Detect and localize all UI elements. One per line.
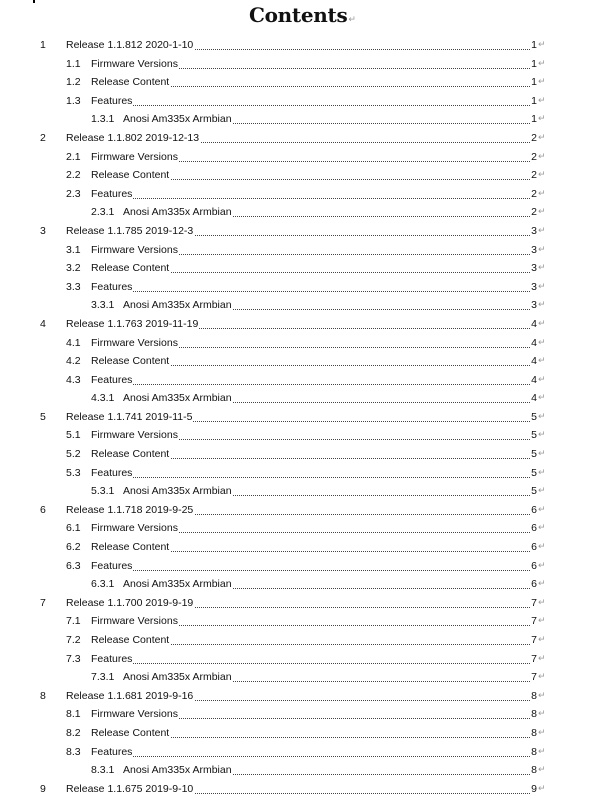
toc-entry-page: 3 — [531, 278, 538, 297]
paragraph-mark-icon: ↵ — [538, 765, 546, 776]
toc-entry[interactable] — [0, 724, 605, 743]
toc-entry[interactable] — [0, 315, 605, 334]
toc-entry-label[interactable]: Release Content — [91, 73, 170, 92]
toc-entry-label[interactable]: Release Content — [91, 259, 170, 278]
toc-entry-number: 1.3.1 — [91, 110, 115, 129]
toc-entry-page: 6 — [531, 538, 538, 557]
toc-entry-page: 3 — [531, 296, 538, 315]
toc-entry-page: 8 — [531, 705, 538, 724]
paragraph-mark-icon: ↵ — [538, 746, 546, 757]
toc-entry[interactable] — [0, 259, 605, 278]
toc-entry[interactable] — [0, 482, 605, 501]
toc-entry-page: 5 — [531, 426, 538, 445]
toc-entry-page: 3 — [531, 241, 538, 260]
toc-entry-number: 8.3.1 — [91, 761, 115, 780]
paragraph-mark-icon: ↵ — [538, 95, 546, 106]
toc-entry-label[interactable]: Firmware Versions — [91, 426, 179, 445]
toc-entry[interactable] — [0, 426, 605, 445]
paragraph-mark-icon: ↵ — [538, 449, 546, 460]
paragraph-mark-icon: ↵ — [538, 77, 546, 88]
paragraph-mark-icon: ↵ — [538, 170, 546, 181]
toc-entry[interactable] — [0, 241, 605, 260]
toc-entry[interactable] — [0, 575, 605, 594]
paragraph-mark-icon: ↵ — [538, 560, 546, 571]
toc-entry[interactable] — [0, 594, 605, 613]
toc-entry[interactable] — [0, 668, 605, 687]
toc-entry-label[interactable]: Anosi Am335x Armbian — [123, 668, 233, 687]
toc-entry-label[interactable]: Release 1.1.812 2020-1-10 — [66, 36, 194, 55]
toc-entry[interactable] — [0, 334, 605, 353]
toc-entry-number: 3.3.1 — [91, 296, 115, 315]
toc-entry-number: 8 — [40, 687, 47, 706]
toc-entry-label[interactable]: Anosi Am335x Armbian — [123, 575, 233, 594]
paragraph-mark-icon: ↵ — [538, 523, 546, 534]
toc-entry-page: 4 — [531, 389, 538, 408]
toc-entry-page: 4 — [531, 371, 538, 390]
toc-entry-number: 7.3 — [66, 650, 82, 669]
toc-entry[interactable] — [0, 538, 605, 557]
toc-entry-number: 2.1 — [66, 148, 82, 167]
toc-entry-number: 4 — [40, 315, 47, 334]
paragraph-mark-icon: ↵ — [538, 356, 546, 367]
dot-leader — [91, 743, 532, 757]
paragraph-mark-icon: ↵ — [538, 653, 546, 664]
toc-entry-number: 3 — [40, 222, 47, 241]
title-block — [0, 3, 605, 27]
toc-entry-label[interactable]: Firmware Versions — [91, 55, 179, 74]
toc-entry-number: 8.3 — [66, 743, 82, 762]
toc-entry-label[interactable]: Release Content — [91, 538, 170, 557]
toc-entry-label[interactable]: Release 1.1.681 2019-9-16 — [66, 687, 194, 706]
toc-entry-number: 2.3 — [66, 185, 82, 204]
paragraph-mark-icon: ↵ — [538, 151, 546, 162]
toc-entry-page: 6 — [531, 575, 538, 594]
paragraph-mark-icon: ↵ — [538, 430, 546, 441]
toc-entry-page: 6 — [531, 501, 538, 520]
toc-entry-label[interactable]: Features — [91, 185, 133, 204]
toc-entry[interactable] — [0, 129, 605, 148]
toc-entry-label[interactable]: Features — [91, 371, 133, 390]
toc-entry-label[interactable]: Features — [91, 278, 133, 297]
paragraph-mark-icon: ↵ — [538, 616, 546, 627]
toc-entry-label[interactable]: Features — [91, 650, 133, 669]
toc-entry[interactable] — [0, 148, 605, 167]
paragraph-mark-icon: ↵ — [538, 58, 546, 69]
paragraph-mark-icon: ↵ — [538, 783, 546, 794]
toc-entry[interactable] — [0, 408, 605, 427]
toc-entry-label[interactable]: Release 1.1.700 2019-9-19 — [66, 594, 194, 613]
toc-entry-number: 1.1 — [66, 55, 82, 74]
toc-entry-page: 7 — [531, 594, 538, 613]
toc-entry-page: 1 — [531, 36, 538, 55]
toc-entry-label[interactable]: Release Content — [91, 352, 170, 371]
toc-entry-label[interactable]: Release 1.1.718 2019-9-25 — [66, 501, 194, 520]
toc-entry[interactable] — [0, 110, 605, 129]
paragraph-mark-icon: ↵ — [538, 300, 546, 311]
paragraph-mark-icon: ↵ — [538, 597, 546, 608]
paragraph-mark-icon: ↵ — [538, 467, 546, 478]
toc-entry-number: 6.3 — [66, 557, 82, 576]
toc-entry-label[interactable]: Features — [91, 464, 133, 483]
toc-entry-number: 4.3 — [66, 371, 82, 390]
toc-entry[interactable] — [0, 761, 605, 780]
toc-entry-number: 5.3 — [66, 464, 82, 483]
toc-entry-label[interactable]: Anosi Am335x Armbian — [123, 761, 233, 780]
toc-entry-page: 2 — [531, 185, 538, 204]
dot-leader — [91, 464, 532, 478]
dot-leader — [91, 650, 532, 664]
paragraph-mark-icon: ↵ — [538, 411, 546, 422]
toc-entry[interactable] — [0, 73, 605, 92]
table-of-contents — [0, 36, 605, 798]
toc-entry-page: 4 — [531, 352, 538, 371]
toc-entry-page: 7 — [531, 668, 538, 687]
toc-entry-label[interactable]: Release 1.1.763 2019-11-19 — [66, 315, 199, 334]
toc-entry-label[interactable]: Anosi Am335x Armbian — [123, 389, 233, 408]
toc-entry-number: 1 — [40, 36, 47, 55]
toc-entry[interactable] — [0, 36, 605, 55]
toc-entry-page: 2 — [531, 166, 538, 185]
toc-entry-label[interactable]: Features — [91, 92, 133, 111]
toc-entry-label[interactable]: Release 1.1.785 2019-12-3 — [66, 222, 194, 241]
toc-entry-number: 5.1 — [66, 426, 82, 445]
toc-entry-label[interactable]: Firmware Versions — [91, 148, 179, 167]
paragraph-mark-icon: ↵ — [538, 337, 546, 348]
paragraph-mark-icon: ↵ — [538, 486, 546, 497]
toc-entry[interactable] — [0, 501, 605, 520]
paragraph-mark-icon: ↵ — [538, 393, 546, 404]
toc-entry-number: 6.3.1 — [91, 575, 115, 594]
toc-entry-page: 1 — [531, 55, 538, 74]
paragraph-mark-icon: ↵ — [538, 374, 546, 385]
toc-entry-page: 8 — [531, 761, 538, 780]
toc-entry-number: 8.2 — [66, 724, 82, 743]
toc-entry[interactable] — [0, 389, 605, 408]
toc-entry-page: 8 — [531, 724, 538, 743]
dot-leader — [91, 557, 532, 571]
toc-entry-label[interactable]: Release Content — [91, 445, 170, 464]
toc-entry[interactable] — [0, 352, 605, 371]
toc-entry-label[interactable]: Release 1.1.741 2019-11-5 — [66, 408, 193, 427]
paragraph-mark-icon: ↵ — [538, 281, 546, 292]
toc-entry-page: 9 — [531, 780, 538, 799]
paragraph-mark-icon: ↵ — [538, 207, 546, 218]
toc-entry-number: 1.3 — [66, 92, 82, 111]
toc-entry[interactable] — [0, 557, 605, 576]
paragraph-mark-icon: ↵ — [538, 579, 546, 590]
toc-entry-number: 3.1 — [66, 241, 82, 260]
toc-entry-number: 6.2 — [66, 538, 82, 557]
toc-entry-label[interactable]: Firmware Versions — [91, 334, 179, 353]
toc-entry-label[interactable]: Anosi Am335x Armbian — [123, 482, 233, 501]
toc-entry-number: 6.1 — [66, 519, 82, 538]
toc-entry-label[interactable]: Firmware Versions — [91, 241, 179, 260]
toc-entry-number: 4.1 — [66, 334, 82, 353]
toc-entry[interactable] — [0, 631, 605, 650]
dot-leader — [91, 92, 532, 106]
toc-entry-page: 5 — [531, 464, 538, 483]
toc-entry-page: 4 — [531, 334, 538, 353]
paragraph-mark-icon: ↵ — [538, 690, 546, 701]
toc-entry-page: 5 — [531, 482, 538, 501]
toc-entry[interactable] — [0, 780, 605, 799]
toc-entry-number: 9 — [40, 780, 47, 799]
toc-entry-label[interactable]: Anosi Am335x Armbian — [123, 110, 233, 129]
dot-leader — [91, 278, 532, 292]
paragraph-mark-icon: ↵ — [538, 188, 546, 199]
toc-entry-page: 7 — [531, 650, 538, 669]
toc-entry-page: 1 — [531, 110, 538, 129]
toc-entry[interactable] — [0, 92, 605, 111]
toc-entry-label[interactable]: Release Content — [91, 724, 170, 743]
toc-entry-number: 2.3.1 — [91, 203, 115, 222]
toc-entry-number: 3.2 — [66, 259, 82, 278]
paragraph-mark-icon: ↵ — [348, 15, 356, 25]
toc-entry[interactable] — [0, 464, 605, 483]
toc-entry[interactable] — [0, 519, 605, 538]
toc-entry[interactable] — [0, 743, 605, 762]
toc-entry-number: 7.1 — [66, 612, 82, 631]
toc-entry[interactable] — [0, 445, 605, 464]
toc-entry-label[interactable]: Release Content — [91, 166, 170, 185]
paragraph-mark-icon: ↵ — [538, 709, 546, 720]
toc-entry-page: 6 — [531, 557, 538, 576]
toc-entry-page: 8 — [531, 687, 538, 706]
toc-entry-number: 3.3 — [66, 278, 82, 297]
paragraph-mark-icon: ↵ — [538, 672, 546, 683]
toc-entry-label[interactable]: Features — [91, 743, 133, 762]
toc-entry-page: 1 — [531, 73, 538, 92]
toc-entry-page: 5 — [531, 445, 538, 464]
toc-entry-number: 8.1 — [66, 705, 82, 724]
paragraph-mark-icon: ↵ — [538, 504, 546, 515]
paragraph-mark-icon: ↵ — [538, 318, 546, 329]
toc-entry-number: 5.2 — [66, 445, 82, 464]
toc-entry-number: 7.2 — [66, 631, 82, 650]
dot-leader — [91, 185, 532, 199]
toc-entry-page: 3 — [531, 259, 538, 278]
toc-entry-label[interactable]: Firmware Versions — [91, 519, 179, 538]
toc-entry-page: 2 — [531, 129, 538, 148]
toc-entry-page: 2 — [531, 148, 538, 167]
toc-entry[interactable] — [0, 166, 605, 185]
dot-leader — [91, 371, 532, 385]
paragraph-mark-icon: ↵ — [538, 114, 546, 125]
toc-entry-number: 2.2 — [66, 166, 82, 185]
toc-entry[interactable] — [0, 55, 605, 74]
toc-entry[interactable] — [0, 296, 605, 315]
toc-entry-page: 1 — [531, 92, 538, 111]
toc-entry-number: 6 — [40, 501, 47, 520]
toc-entry-page: 6 — [531, 519, 538, 538]
toc-entry-number: 4.2 — [66, 352, 82, 371]
toc-entry-page: 8 — [531, 743, 538, 762]
toc-entry-page: 4 — [531, 315, 538, 334]
toc-entry-page: 3 — [531, 222, 538, 241]
paragraph-mark-icon: ↵ — [538, 635, 546, 645]
toc-entry-page: 2 — [531, 203, 538, 222]
toc-entry-number: 5 — [40, 408, 47, 427]
paragraph-mark-icon: ↵ — [538, 244, 546, 255]
toc-entry[interactable] — [0, 705, 605, 724]
toc-entry-page: 7 — [531, 631, 538, 650]
toc-entry-number: 7.3.1 — [91, 668, 115, 687]
toc-entry[interactable] — [0, 612, 605, 631]
toc-entry[interactable] — [0, 687, 605, 706]
paragraph-mark-icon: ↵ — [538, 263, 546, 274]
toc-entry[interactable] — [0, 278, 605, 297]
paragraph-mark-icon: ↵ — [538, 40, 546, 50]
toc-entry-number: 5.3.1 — [91, 482, 115, 501]
toc-entry[interactable] — [0, 650, 605, 669]
toc-entry[interactable] — [0, 203, 605, 222]
paragraph-mark-icon: ↵ — [538, 542, 546, 553]
toc-entry-label[interactable]: Features — [91, 557, 133, 576]
paragraph-mark-icon: ↵ — [538, 727, 546, 738]
toc-entry[interactable] — [0, 185, 605, 204]
toc-entry-label[interactable]: Release Content — [91, 631, 170, 650]
toc-entry-label[interactable]: Release 1.1.802 2019-12-13 — [66, 129, 200, 148]
toc-entry[interactable] — [0, 371, 605, 390]
toc-entry-label[interactable]: Anosi Am335x Armbian — [123, 296, 233, 315]
page-title: Contents — [249, 3, 348, 27]
toc-entry-page: 7 — [531, 612, 538, 631]
toc-entry-label[interactable]: Anosi Am335x Armbian — [123, 203, 233, 222]
toc-entry-number: 1.2 — [66, 73, 82, 92]
paragraph-mark-icon: ↵ — [538, 225, 546, 236]
toc-entry-page: 5 — [531, 408, 538, 427]
toc-entry-number: 4.3.1 — [91, 389, 115, 408]
toc-entry[interactable] — [0, 222, 605, 241]
toc-entry-label[interactable]: Firmware Versions — [91, 612, 179, 631]
paragraph-mark-icon: ↵ — [538, 132, 546, 143]
toc-entry-label[interactable]: Release 1.1.675 2019-9-10 — [66, 780, 194, 799]
toc-entry-label[interactable]: Firmware Versions — [91, 705, 179, 724]
toc-entry-number: 7 — [40, 594, 47, 613]
toc-entry-number: 2 — [40, 129, 47, 148]
